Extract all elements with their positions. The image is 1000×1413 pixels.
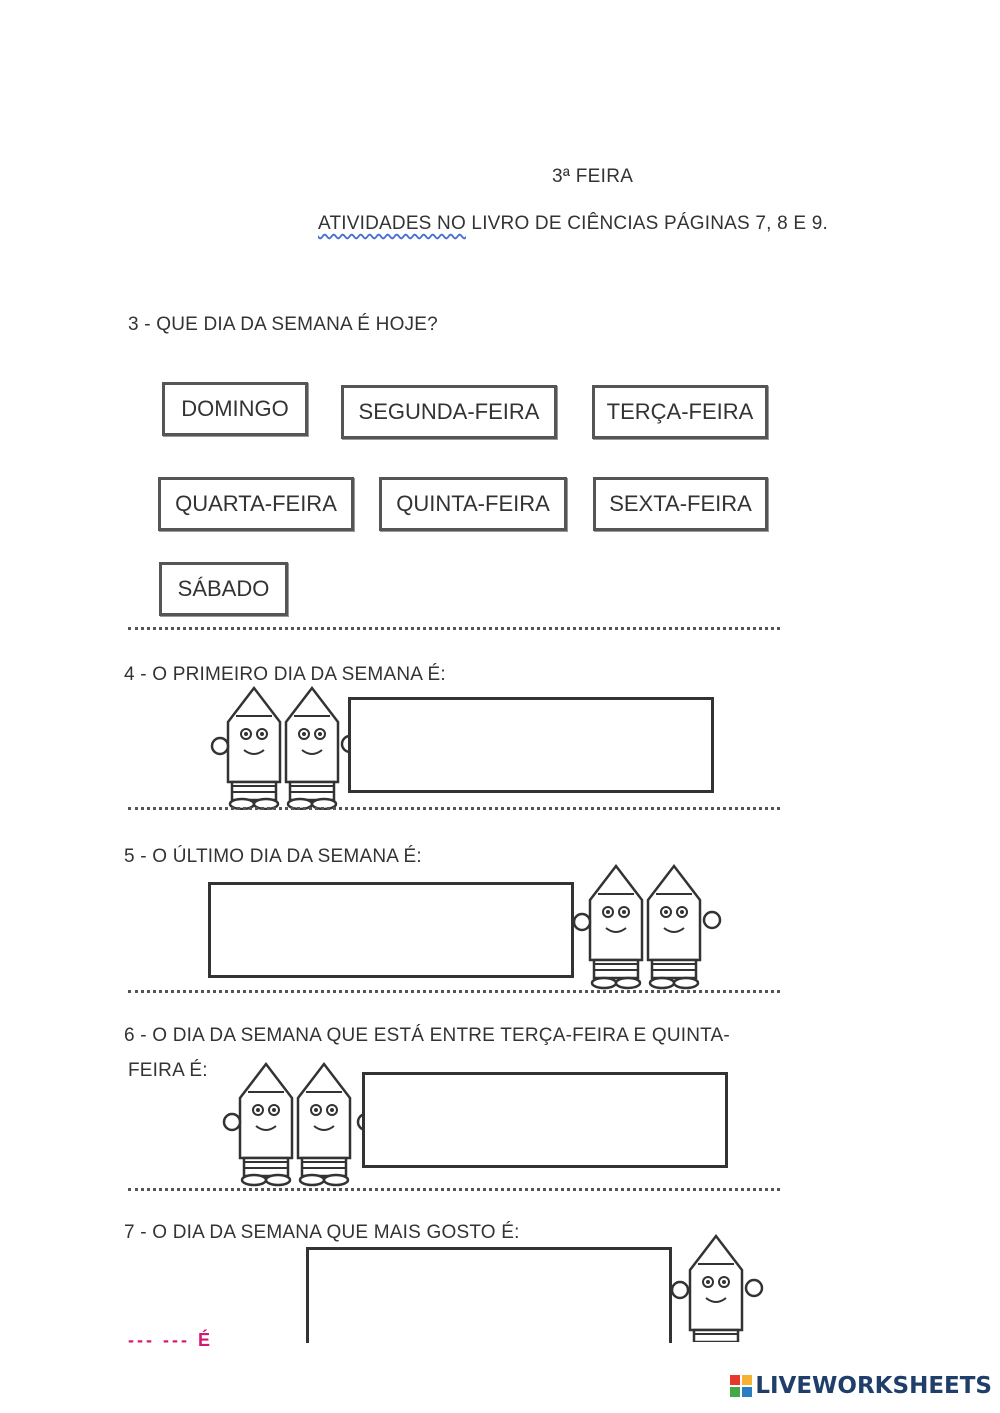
day-option-domingo[interactable]: DOMINGO: [162, 382, 308, 436]
question-6-line1: 6 - O DIA DA SEMANA QUE ESTÁ ENTRE TERÇA-FEIRA E QUINTA-: [124, 1025, 730, 1046]
answer-box-q6[interactable]: [362, 1072, 728, 1168]
day-option-segunda[interactable]: SEGUNDA-FEIRA: [341, 385, 557, 439]
question-3: 3 - QUE DIA DA SEMANA É HOJE?: [128, 314, 438, 335]
day-option-quinta[interactable]: QUINTA-FEIRA: [379, 477, 567, 531]
pencil-mascot-icon: [664, 1232, 774, 1342]
question-6-line2: FEIRA É:: [128, 1060, 208, 1081]
answer-box-q7[interactable]: [306, 1247, 672, 1343]
answer-box-q4[interactable]: [348, 697, 714, 793]
logo-square-green: [730, 1387, 740, 1397]
question-7: 7 - O DIA DA SEMANA QUE MAIS GOSTO É:: [124, 1222, 520, 1243]
header-activities-underlined: ATIVIDADES NO: [318, 213, 466, 234]
day-option-terca[interactable]: TERÇA-FEIRA: [592, 385, 768, 439]
logo-square-red: [730, 1375, 740, 1385]
day-option-sexta[interactable]: SEXTA-FEIRA: [593, 477, 768, 531]
question-4: 4 - O PRIMEIRO DIA DA SEMANA É:: [124, 664, 446, 685]
header-activities: [318, 213, 828, 235]
liveworksheets-logo: [730, 1373, 992, 1399]
day-option-sabado[interactable]: SÁBADO: [159, 562, 288, 616]
header-day: 3ª FEIRA: [552, 166, 634, 187]
question-5: 5 - O ÚLTIMO DIA DA SEMANA É:: [124, 846, 422, 867]
dotted-divider: [128, 1188, 780, 1191]
cut-off-text: --- --- É: [128, 1330, 213, 1350]
logo-square-yellow: [742, 1375, 752, 1385]
pencil-mascots-icon: [218, 1060, 378, 1188]
day-option-quarta[interactable]: QUARTA-FEIRA: [158, 477, 354, 531]
logo-squares-icon: [730, 1375, 752, 1397]
dotted-divider: [128, 807, 780, 810]
header-activities-rest: LIVRO DE CIÊNCIAS PÁGINAS 7, 8 E 9.: [465, 213, 828, 234]
logo-square-blue: [742, 1387, 752, 1397]
pencil-mascots-icon: [568, 862, 728, 992]
dotted-divider: [128, 627, 780, 630]
pencil-mascots-icon: [206, 684, 366, 810]
dotted-divider: [128, 990, 780, 993]
answer-box-q5[interactable]: [208, 882, 574, 978]
brand-name: LIVEWORKSHEETS: [755, 1373, 992, 1399]
